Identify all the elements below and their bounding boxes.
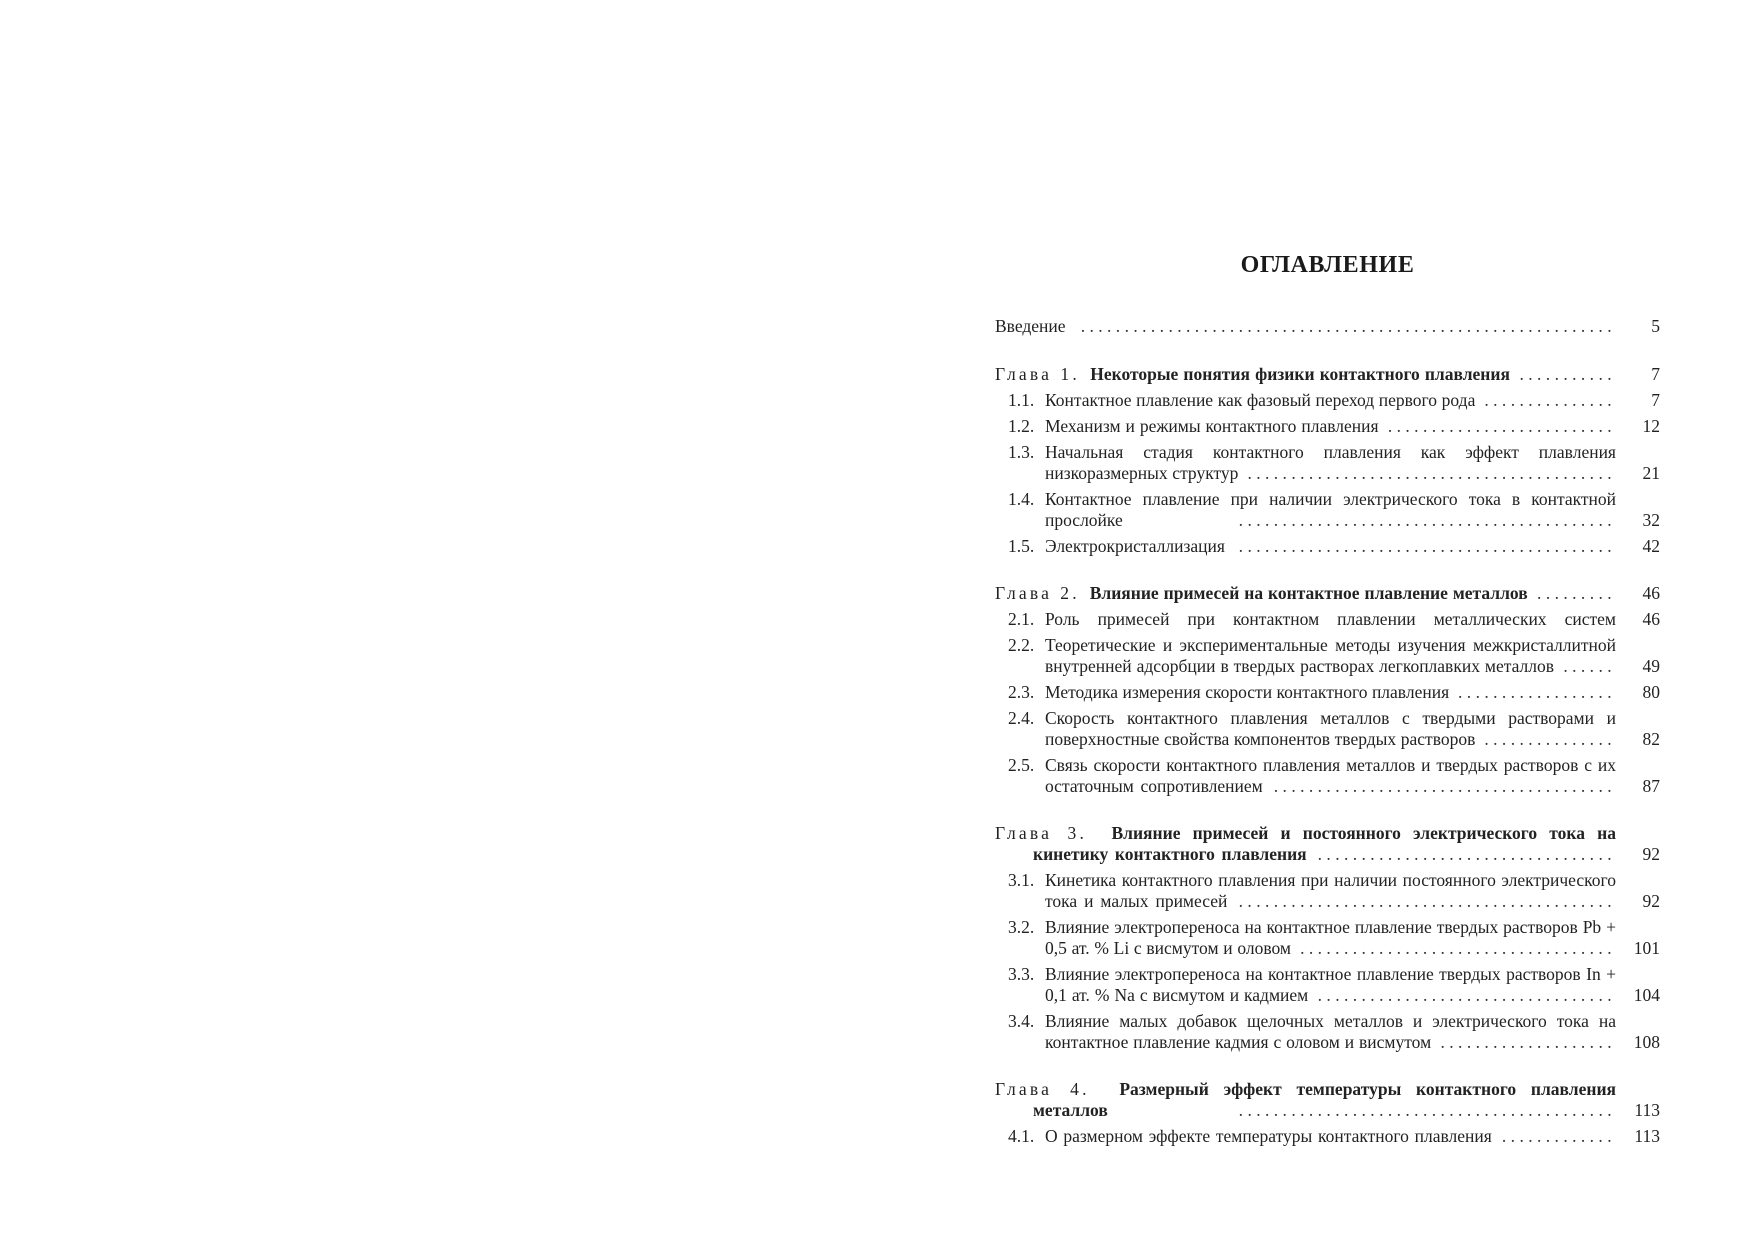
- section-number: 3.3.: [1008, 964, 1035, 984]
- toc-title: ОГЛАВЛЕНИЕ: [1240, 252, 1415, 278]
- table-of-contents: [995, 250, 1660, 1152]
- toc-section-2-1[interactable]: [995, 609, 1660, 630]
- chapter-label: Глава 1.: [995, 364, 1080, 384]
- chapter-label: Глава 2.: [995, 583, 1080, 603]
- entry-page-number: 82: [1642, 729, 1660, 749]
- toc-chapter-2[interactable]: Глава 2. Влияние примесей на контактное плавление металлов ......... 46: [995, 583, 1660, 603]
- section-number: 1.1.: [1008, 390, 1035, 410]
- section-title: Контактное плавление как фазовый переход первого рода: [1045, 390, 1476, 410]
- section-number: 1.2.: [1008, 416, 1035, 436]
- entry-page-number: 113: [1634, 1126, 1660, 1146]
- entry-page-number: 21: [1642, 463, 1660, 483]
- toc-section-2-5[interactable]: 2.5. Связь скорости контактного плавления металлов и твердых растворов с их остаточным сопротивлением ....................................... 87: [1008, 755, 1660, 796]
- entry-page-number: 46: [1642, 609, 1660, 629]
- toc-chapter-4[interactable]: Глава 4. Размерный эффект температуры контактного плавления металлов ........................................... 113: [995, 1079, 1660, 1120]
- entry-page-number: 42: [1642, 536, 1660, 556]
- section-title: Кинетика контактного плавления при наличии постоянного электрического тока и малых примесей: [1045, 870, 1616, 911]
- entry-page-number: 113: [1634, 1100, 1660, 1120]
- section-number: 2.1.: [1008, 609, 1035, 629]
- entry-page-number: 49: [1642, 656, 1660, 676]
- toc-section-3-2[interactable]: 3.2. Влияние электропереноса на контактное плавление твердых растворов Pb + 0,5 ат. % Li с висмутом и оловом .................................... 101: [1008, 917, 1660, 958]
- entry-page-number: 87: [1642, 776, 1660, 796]
- toc-entry-introduction[interactable]: Введение ............................................................. 5: [995, 316, 1660, 336]
- section-title: Механизм и режимы контактного плавления: [1045, 416, 1379, 436]
- entry-page-number: 32: [1642, 510, 1660, 530]
- toc-section-1-1[interactable]: 1.1. Контактное плавление как фазовый переход первого рода ............... 7: [1008, 390, 1660, 410]
- chapter-title: Размерный эффект температуры контактного плавления металлов: [1033, 1079, 1616, 1120]
- section-number: 3.4.: [1008, 1011, 1035, 1031]
- section-number: 2.4.: [1008, 708, 1035, 728]
- toc-section-1-5[interactable]: 1.5. Электрокристаллизация ........................................... 42: [1008, 536, 1660, 556]
- toc-section-4-1[interactable]: 4.1. О размерном эффекте температуры контактного плавления ............. 113: [1008, 1126, 1660, 1146]
- section-title: Методика измерения скорости контактного плавления: [1045, 682, 1450, 702]
- toc-section-1-3[interactable]: 1.3. Начальная стадия контактного плавления как эффект плавления низкоразмерных структур .......................................... 21: [1008, 442, 1660, 483]
- section-title: Связь скорости контактного плавления металлов и твердых растворов с их остаточным сопротивлением: [1045, 755, 1616, 796]
- chapter-title: Влияние примесей и постоянного электрического тока на кинетику контактного плавления: [1033, 823, 1616, 864]
- entry-page-number: 80: [1642, 682, 1660, 702]
- section-number: 2.5.: [1008, 755, 1035, 775]
- section-number: 2.3.: [1008, 682, 1035, 702]
- toc-section-1-4[interactable]: 1.4. Контактное плавление при наличии электрического тока в контактной прослойке ........................................... 32: [1008, 489, 1660, 530]
- toc-chapter-1[interactable]: Глава 1. Некоторые понятия физики контактного плавления ........... 7: [995, 364, 1660, 384]
- entry-page-number: 108: [1633, 1032, 1660, 1052]
- section-title: Роль примесей при контактном плавлении металлических систем: [1045, 609, 1616, 629]
- entry-page-number: 7: [1651, 364, 1660, 384]
- toc-section-2-2[interactable]: 2.2. Теоретические и экспериментальные методы изучения межкристаллитной внутренней адсорбции в твердых растворах легкоплавких металлов ...... 49: [1008, 635, 1660, 676]
- section-title: Электрокристаллизация: [1045, 536, 1225, 556]
- toc-section-3-1[interactable]: 3.1. Кинетика контактного плавления при наличии постоянного электрического тока и малых примесей ........................................... 92: [1008, 870, 1660, 911]
- section-title: Начальная стадия контактного плавления как эффект плавления низкоразмерных структур: [1045, 442, 1616, 483]
- entry-page-number: 101: [1633, 938, 1660, 958]
- toc-section-3-3[interactable]: 3.3. Влияние электропереноса на контактное плавление твердых растворов In + 0,1 ат. % Na с висмутом и кадмием .................................. 104: [1008, 964, 1660, 1005]
- entry-page-number: 92: [1642, 891, 1660, 911]
- section-title: Скорость контактного плавления металлов с твердыми растворами и поверхностные свойства компонентов твердых растворов: [1045, 708, 1616, 749]
- entry-title: Введение: [995, 316, 1066, 336]
- toc-section-3-4[interactable]: 3.4. Влияние малых добавок щелочных металлов и электрического тока на контактное плавление кадмия с оловом и висмутом .................... 108: [1008, 1011, 1660, 1052]
- toc-section-2-3[interactable]: 2.3. Методика измерения скорости контактного плавления .................. 80: [1008, 682, 1660, 702]
- entry-page-number: 12: [1642, 416, 1660, 436]
- chapter-title: Влияние примесей на контактное плавление металлов: [1089, 583, 1528, 603]
- entry-page-number: 46: [1642, 583, 1660, 603]
- entry-page-number: 92: [1642, 844, 1660, 864]
- entry-page-number: 5: [1651, 316, 1660, 336]
- section-title: Контактное плавление при наличии электрического тока в контактной прослойке: [1045, 489, 1616, 530]
- chapter-title: Некоторые понятия физики контактного плавления: [1090, 364, 1510, 384]
- section-number: 1.4.: [1008, 489, 1035, 509]
- chapter-label: Глава 4.: [995, 1079, 1090, 1099]
- section-title: Влияние малых добавок щелочных металлов и электрического тока на контактное плавление кадмия с оловом и висмутом: [1045, 1011, 1616, 1052]
- section-number: 3.1.: [1008, 870, 1035, 890]
- toc-section-2-4[interactable]: 2.4. Скорость контактного плавления металлов с твердыми растворами и поверхностные свойства компонентов твердых растворов ............... 82: [1008, 708, 1660, 749]
- section-title: Теоретические и экспериментальные методы изучения межкристаллитной внутренней адсорбции в твердых растворах легкоплавких металлов: [1045, 635, 1616, 676]
- toc-section-1-2[interactable]: 1.2. Механизм и режимы контактного плавления .......................... 12: [1008, 416, 1660, 436]
- section-number: 2.2.: [1008, 635, 1035, 655]
- entry-page-number: 7: [1651, 390, 1660, 410]
- section-title: Влияние электропереноса на контактное плавление твердых растворов In + 0,1 ат. % Na с висмутом и кадмием: [1045, 964, 1616, 1005]
- section-number: 3.2.: [1008, 917, 1035, 937]
- section-number: 1.5.: [1008, 536, 1035, 556]
- chapter-label: Глава 3.: [995, 823, 1088, 843]
- section-title: О размерном эффекте температуры контактного плавления: [1045, 1126, 1492, 1146]
- entry-page-number: 104: [1633, 985, 1660, 1005]
- section-number: 1.3.: [1008, 442, 1035, 462]
- toc-chapter-3[interactable]: Глава 3. Влияние примесей и постоянного электрического тока на кинетику контактного плавления .................................. 92: [995, 823, 1660, 864]
- section-number: 4.1.: [1008, 1126, 1035, 1146]
- section-title: Влияние электропереноса на контактное плавление твердых растворов Pb + 0,5 ат. % Li с висмутом и оловом: [1045, 917, 1616, 958]
